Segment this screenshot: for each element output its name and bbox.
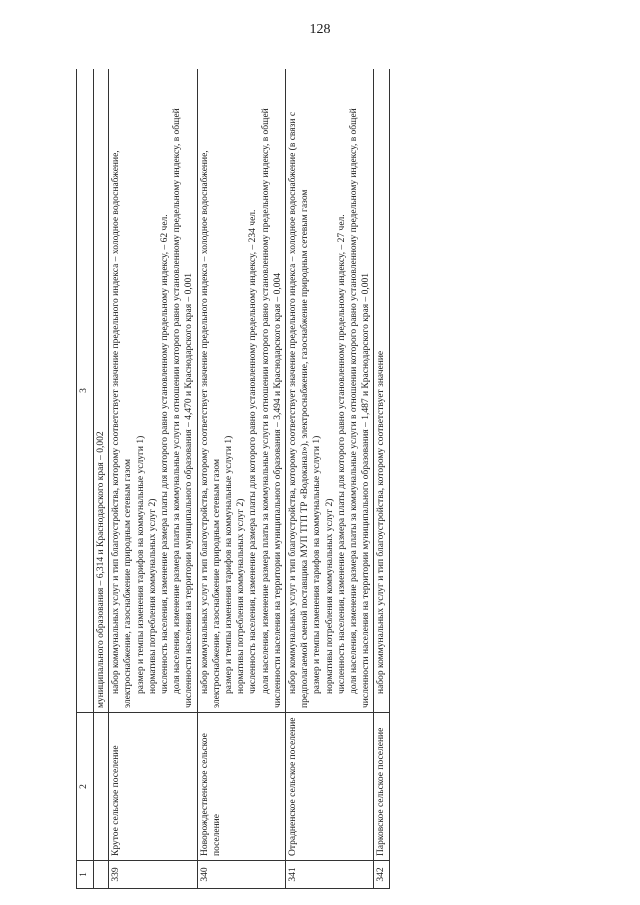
table-row	[197, 69, 285, 889]
norms-text: нормативы потребления коммунальных услуг 2)	[236, 498, 247, 694]
tariff-text: размер и темпы изменения тарифов на коммунальные услуги 1)	[312, 435, 323, 694]
tariff-table	[76, 69, 390, 889]
settlement-name: Крутое сельское поселение	[109, 713, 197, 861]
utility-set-text: набор коммунальных услуг и тип благоустройства, которому соответствует значение предельного индекса – холодное водоснабжение, электроснабжение, газоснабжение природным сетевым газом	[199, 150, 222, 708]
page-number: 128	[309, 22, 331, 37]
share-text: доля населения, изменение размера платы за коммунальные услуги в отношении которого равно установленному предельному индексу, в общей численности населения на территории муниципального образования – 3,494 и Краснодарского края – 0,004	[260, 108, 283, 708]
row-number: 340	[197, 861, 285, 889]
table-row	[374, 69, 389, 889]
row-number: 341	[286, 861, 374, 889]
population-text: численность населения, изменение размера платы для которого равно установленному предельному индексу, – 27 чел.	[336, 214, 347, 694]
utility-set-text: набор коммунальных услуг и тип благоустройства, которому соответствует значение предельного индекса – холодное водоснабжение (в связи с предполагаемой сменой поставщика МУП ТГП ТР «Водоканал»), электроснабжение, газоснабжение природным сетевым газом	[288, 111, 311, 708]
header-col-2: 2	[77, 713, 94, 861]
utility-set-text: набор коммунальных услуг и тип благоустройства, которому соответствует значение предельного индекса – холодное водоснабжение, электроснабжение, газоснабжение природным сетевым газом	[111, 150, 134, 708]
population-text: численность населения, изменение размера платы для которого равно установленному предельному индексу, – 234 чел.	[248, 209, 259, 694]
tariff-text: размер и темпы изменения тарифов на коммунальные услуги 1)	[224, 435, 235, 694]
population-text: численность населения, изменение размера платы для которого равно установленному предельному индексу, – 62 чел.	[160, 214, 171, 694]
norms-text: нормативы потребления коммунальных услуг 2)	[324, 498, 335, 694]
share-text: доля населения, изменение размера платы за коммунальные услуги в отношении которого равно установленному предельному индексу, в общей численности населения на территории муниципального образования – 4,470 и Краснодарского края – 0,001	[172, 108, 195, 708]
row-number: 342	[374, 861, 389, 889]
row-description	[286, 69, 374, 713]
header-col-3: 3	[77, 69, 94, 713]
row-description	[197, 69, 285, 713]
header-row	[77, 69, 94, 889]
table-row	[109, 69, 197, 889]
settlement-name: Отрадненское сельское поселение	[286, 713, 374, 861]
share-text: доля населения, изменение размера платы за коммунальные услуги в отношении которого равно установленному предельному индексу, в общей численности населения на территории муниципального образования – 1,487 и Краснодарского края – 0,001	[349, 108, 372, 708]
tariff-text: размер и темпы изменения тарифов на коммунальные услуги 1)	[135, 435, 146, 694]
settlement-name: Парковское сельское поселение	[374, 713, 389, 861]
utility-set-text: набор коммунальных услуг и тип благоустройства, которому соответствует значение	[376, 350, 387, 694]
rotated-table-container	[76, 69, 596, 889]
row-description	[109, 69, 197, 713]
row-description	[374, 69, 389, 713]
table-row	[286, 69, 374, 889]
header-col-1: 1	[77, 861, 94, 889]
row-number: 339	[109, 861, 197, 889]
norms-text: нормативы потребления коммунальных услуг 2)	[147, 498, 158, 694]
continuation-text: муниципального образования – 6,314 и Краснодарского края – 0,002	[94, 69, 109, 713]
rotated-table	[76, 69, 596, 889]
continuation-row	[94, 69, 109, 889]
settlement-name: Новорождественское сельское поселение	[197, 713, 285, 861]
